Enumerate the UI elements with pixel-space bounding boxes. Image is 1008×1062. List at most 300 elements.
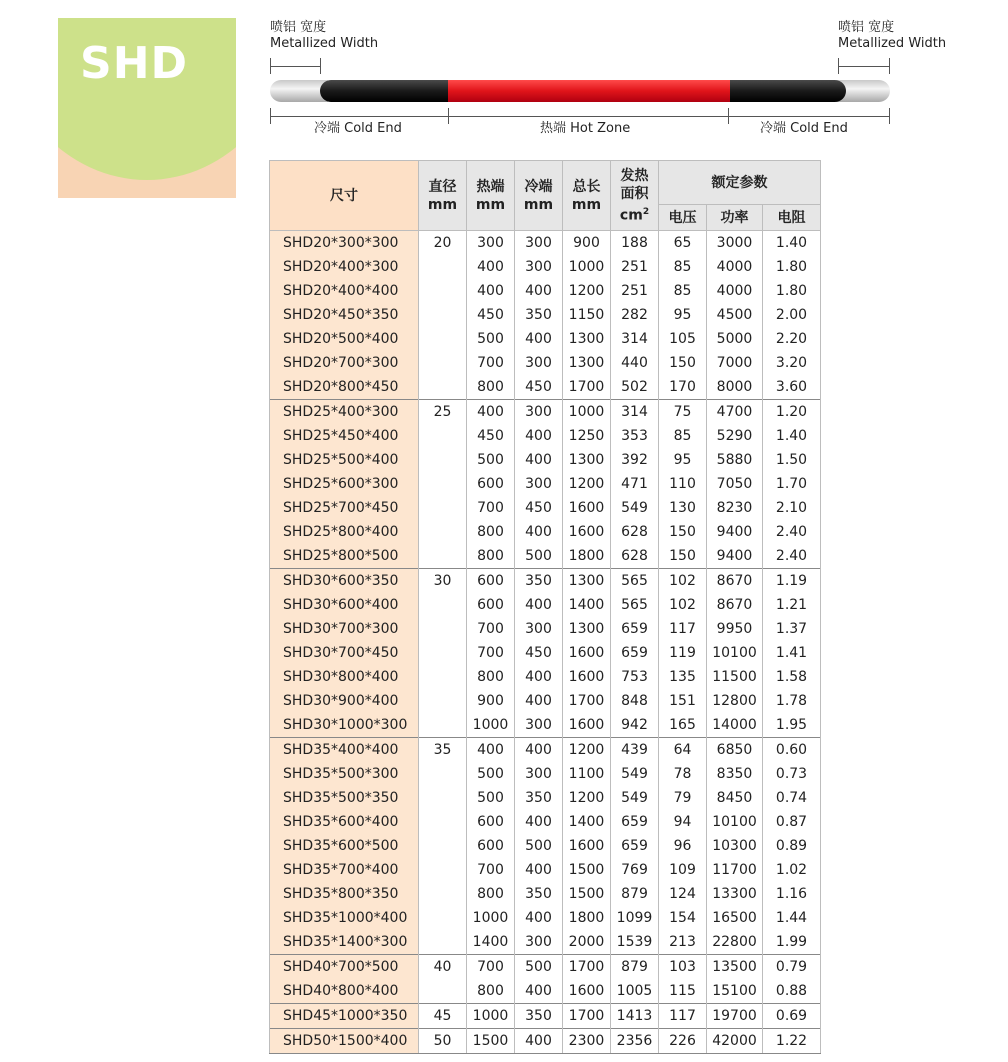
cell-cold: 400 — [515, 810, 563, 834]
cell-voltage: 94 — [659, 810, 707, 834]
cell-size: SHD20*300*300 — [270, 231, 419, 256]
cell-voltage: 103 — [659, 955, 707, 980]
cell-size: SHD25*600*300 — [270, 472, 419, 496]
cell-cold: 400 — [515, 738, 563, 763]
spec-table — [269, 160, 821, 1054]
cell-hot: 500 — [467, 448, 515, 472]
cell-voltage: 130 — [659, 496, 707, 520]
cell-area: 1413 — [611, 1004, 659, 1029]
cell-size: SHD40*800*400 — [270, 979, 419, 1004]
cell-size: SHD30*600*400 — [270, 593, 419, 617]
cell-voltage: 135 — [659, 665, 707, 689]
cell-cold: 500 — [515, 834, 563, 858]
header-hot-unit: mm — [475, 196, 506, 213]
cell-power: 15100 — [707, 979, 763, 1004]
cell-area: 440 — [611, 351, 659, 375]
cell-area: 848 — [611, 689, 659, 713]
cell-cold: 500 — [515, 544, 563, 569]
table-row — [270, 424, 821, 448]
cell-size: SHD25*800*400 — [270, 520, 419, 544]
cell-resistance: 0.69 — [763, 1004, 821, 1029]
cell-size: SHD35*400*400 — [270, 738, 419, 763]
cell-power: 9950 — [707, 617, 763, 641]
table-row — [270, 713, 821, 738]
cell-size: SHD30*700*450 — [270, 641, 419, 665]
cell-resistance: 2.00 — [763, 303, 821, 327]
cell-area: 753 — [611, 665, 659, 689]
cell-power: 4000 — [707, 279, 763, 303]
cell-voltage: 150 — [659, 520, 707, 544]
cell-cold: 400 — [515, 1029, 563, 1054]
cell-resistance: 1.37 — [763, 617, 821, 641]
header-length-unit: mm — [571, 196, 602, 213]
cell-length: 1300 — [563, 569, 611, 594]
table-row — [270, 327, 821, 351]
heating-element-diagram — [0, 0, 1008, 150]
cell-power: 4700 — [707, 400, 763, 425]
cell-area: 565 — [611, 569, 659, 594]
metallized-right-en: Metallized Width — [838, 36, 947, 51]
cell-cold: 350 — [515, 303, 563, 327]
table-row — [270, 834, 821, 858]
cell-size: SHD25*700*450 — [270, 496, 419, 520]
cell-length: 1000 — [563, 400, 611, 425]
cold-end-right-label: 冷端 Cold End — [758, 117, 850, 136]
cell-area: 879 — [611, 882, 659, 906]
cell-power: 8450 — [707, 786, 763, 810]
table-row — [270, 303, 821, 327]
cell-area: 549 — [611, 762, 659, 786]
cell-hot: 300 — [467, 231, 515, 256]
cell-length: 1400 — [563, 593, 611, 617]
cell-area: 659 — [611, 834, 659, 858]
cell-length: 1250 — [563, 424, 611, 448]
cell-hot: 500 — [467, 786, 515, 810]
cell-length: 1600 — [563, 713, 611, 738]
cell-length: 1600 — [563, 520, 611, 544]
cell-length: 2000 — [563, 930, 611, 955]
cell-resistance: 1.02 — [763, 858, 821, 882]
cell-cold: 300 — [515, 617, 563, 641]
cell-hot: 1000 — [467, 906, 515, 930]
table-row — [270, 617, 821, 641]
cell-cold: 450 — [515, 496, 563, 520]
cell-resistance: 1.80 — [763, 255, 821, 279]
cell-power: 8350 — [707, 762, 763, 786]
cell-hot: 800 — [467, 375, 515, 400]
cell-power: 12800 — [707, 689, 763, 713]
cell-power: 10300 — [707, 834, 763, 858]
cell-hot: 500 — [467, 762, 515, 786]
cell-size: SHD20*400*300 — [270, 255, 419, 279]
cell-cold: 300 — [515, 231, 563, 256]
cell-voltage: 124 — [659, 882, 707, 906]
rod-cold-end-right — [728, 80, 846, 102]
cell-length: 1200 — [563, 786, 611, 810]
cell-length: 1300 — [563, 351, 611, 375]
cell-size: SHD30*600*350 — [270, 569, 419, 594]
cell-voltage: 78 — [659, 762, 707, 786]
cell-size: SHD35*1000*400 — [270, 906, 419, 930]
cell-cold: 400 — [515, 327, 563, 351]
cell-area: 549 — [611, 496, 659, 520]
cell-power: 9400 — [707, 520, 763, 544]
cell-size: SHD30*800*400 — [270, 665, 419, 689]
cell-hot: 800 — [467, 882, 515, 906]
hot-zone-label: 热端 Hot Zone — [538, 117, 632, 136]
cell-area: 392 — [611, 448, 659, 472]
table-row — [270, 520, 821, 544]
cell-resistance: 1.19 — [763, 569, 821, 594]
cell-cold: 400 — [515, 593, 563, 617]
cell-cold: 400 — [515, 906, 563, 930]
cell-cold: 350 — [515, 1004, 563, 1029]
cell-power: 7000 — [707, 351, 763, 375]
cell-voltage: 85 — [659, 255, 707, 279]
dim-line — [838, 66, 889, 67]
header-cold-unit: mm — [523, 196, 554, 213]
cell-cold: 450 — [515, 641, 563, 665]
cell-power: 5000 — [707, 327, 763, 351]
header-area-unit-base: cm — [619, 207, 643, 224]
cell-hot: 400 — [467, 279, 515, 303]
cell-hot: 1500 — [467, 1029, 515, 1054]
cell-size: SHD20*800*450 — [270, 375, 419, 400]
spec-table-body — [270, 231, 821, 1054]
cell-power: 11500 — [707, 665, 763, 689]
cell-voltage: 150 — [659, 351, 707, 375]
cell-hot: 700 — [467, 617, 515, 641]
cell-resistance: 1.78 — [763, 689, 821, 713]
cell-cold: 400 — [515, 424, 563, 448]
cell-hot: 400 — [467, 738, 515, 763]
cell-hot: 600 — [467, 569, 515, 594]
cell-size: SHD20*700*300 — [270, 351, 419, 375]
cell-size: SHD35*600*500 — [270, 834, 419, 858]
cell-resistance: 0.60 — [763, 738, 821, 763]
cell-cold: 300 — [515, 472, 563, 496]
cell-diameter: 40 — [419, 955, 467, 1004]
cell-resistance: 3.60 — [763, 375, 821, 400]
cell-diameter: 50 — [419, 1029, 467, 1054]
cell-cold: 400 — [515, 979, 563, 1004]
cell-area: 2356 — [611, 1029, 659, 1054]
cell-hot: 700 — [467, 858, 515, 882]
cell-area: 659 — [611, 641, 659, 665]
cell-hot: 400 — [467, 400, 515, 425]
cell-length: 1600 — [563, 979, 611, 1004]
cell-resistance: 1.50 — [763, 448, 821, 472]
cell-hot: 800 — [467, 520, 515, 544]
cell-power: 9400 — [707, 544, 763, 569]
header-area-label-2: 面积 — [620, 185, 649, 202]
header-rated: 额定参数 — [659, 161, 821, 205]
cell-hot: 800 — [467, 979, 515, 1004]
cell-diameter: 30 — [419, 569, 467, 738]
cell-cold: 450 — [515, 375, 563, 400]
cell-hot: 1000 — [467, 713, 515, 738]
cell-area: 251 — [611, 279, 659, 303]
cell-size: SHD50*1500*400 — [270, 1029, 419, 1054]
cell-length: 1200 — [563, 738, 611, 763]
cell-size: SHD35*500*300 — [270, 762, 419, 786]
cell-size: SHD35*500*350 — [270, 786, 419, 810]
table-row — [270, 738, 821, 763]
cell-power: 3000 — [707, 231, 763, 256]
cell-resistance: 2.10 — [763, 496, 821, 520]
cell-power: 5880 — [707, 448, 763, 472]
table-row — [270, 231, 821, 256]
cell-power: 11700 — [707, 858, 763, 882]
cell-hot: 1400 — [467, 930, 515, 955]
cell-resistance: 1.70 — [763, 472, 821, 496]
header-diameter-label: 直径 — [428, 178, 457, 195]
table-row — [270, 786, 821, 810]
cell-length: 1000 — [563, 255, 611, 279]
cell-hot: 800 — [467, 544, 515, 569]
cell-length: 1200 — [563, 279, 611, 303]
header-area-unit — [611, 203, 658, 225]
cell-hot: 600 — [467, 472, 515, 496]
cell-cold: 400 — [515, 858, 563, 882]
cell-diameter: 35 — [419, 738, 467, 955]
cell-length: 1800 — [563, 906, 611, 930]
table-row — [270, 375, 821, 400]
cell-voltage: 119 — [659, 641, 707, 665]
cell-hot: 450 — [467, 424, 515, 448]
cell-voltage: 151 — [659, 689, 707, 713]
cell-resistance: 0.73 — [763, 762, 821, 786]
cell-length: 1500 — [563, 882, 611, 906]
cell-power: 13300 — [707, 882, 763, 906]
cell-resistance: 3.20 — [763, 351, 821, 375]
cell-cold: 300 — [515, 255, 563, 279]
cell-hot: 800 — [467, 665, 515, 689]
rod-hot-zone — [448, 80, 730, 102]
cell-resistance: 0.89 — [763, 834, 821, 858]
table-row — [270, 930, 821, 955]
cell-size: SHD40*700*500 — [270, 955, 419, 980]
cell-power: 22800 — [707, 930, 763, 955]
header-area — [611, 161, 659, 231]
cell-length: 1500 — [563, 858, 611, 882]
cell-hot: 700 — [467, 351, 515, 375]
cell-area: 879 — [611, 955, 659, 980]
cell-area: 659 — [611, 810, 659, 834]
cell-voltage: 213 — [659, 930, 707, 955]
cell-size: SHD20*450*350 — [270, 303, 419, 327]
table-row — [270, 544, 821, 569]
cell-cold: 300 — [515, 351, 563, 375]
metallized-right-cn: 喷铝 宽度 — [838, 20, 895, 35]
cell-power: 8000 — [707, 375, 763, 400]
cell-resistance: 1.41 — [763, 641, 821, 665]
cell-resistance: 1.99 — [763, 930, 821, 955]
cell-power: 4500 — [707, 303, 763, 327]
cell-cold: 400 — [515, 689, 563, 713]
table-row — [270, 400, 821, 425]
cell-voltage: 75 — [659, 400, 707, 425]
cell-voltage: 95 — [659, 303, 707, 327]
cell-power: 8670 — [707, 569, 763, 594]
dim-tick — [320, 58, 321, 74]
cell-size: SHD35*800*350 — [270, 882, 419, 906]
table-row — [270, 762, 821, 786]
table-row — [270, 569, 821, 594]
cell-voltage: 115 — [659, 979, 707, 1004]
cell-voltage: 65 — [659, 231, 707, 256]
cell-area: 314 — [611, 400, 659, 425]
cell-voltage: 85 — [659, 279, 707, 303]
cell-power: 4000 — [707, 255, 763, 279]
cell-cold: 300 — [515, 400, 563, 425]
cell-power: 8670 — [707, 593, 763, 617]
header-diameter-unit: mm — [427, 196, 458, 213]
table-row — [270, 255, 821, 279]
cell-cold: 400 — [515, 665, 563, 689]
cell-voltage: 117 — [659, 617, 707, 641]
header-length-label: 总长 — [572, 178, 601, 195]
header-length — [563, 161, 611, 231]
cell-length: 2300 — [563, 1029, 611, 1054]
cell-area: 769 — [611, 858, 659, 882]
cell-voltage: 170 — [659, 375, 707, 400]
cell-power: 8230 — [707, 496, 763, 520]
cell-power: 14000 — [707, 713, 763, 738]
header-power: 功率 — [707, 205, 763, 231]
cell-size: SHD25*800*500 — [270, 544, 419, 569]
table-row — [270, 810, 821, 834]
cell-voltage: 150 — [659, 544, 707, 569]
cell-diameter: 20 — [419, 231, 467, 400]
cell-resistance: 1.40 — [763, 231, 821, 256]
cell-hot: 1000 — [467, 1004, 515, 1029]
cell-length: 1800 — [563, 544, 611, 569]
cell-resistance: 2.40 — [763, 544, 821, 569]
cell-length: 1700 — [563, 375, 611, 400]
cell-power: 19700 — [707, 1004, 763, 1029]
badge-title: SHD — [80, 38, 189, 89]
cell-voltage: 226 — [659, 1029, 707, 1054]
cell-power: 5290 — [707, 424, 763, 448]
cell-power: 16500 — [707, 906, 763, 930]
metallized-width-label-right — [838, 20, 946, 52]
cell-hot: 600 — [467, 593, 515, 617]
cell-area: 628 — [611, 520, 659, 544]
cell-voltage: 165 — [659, 713, 707, 738]
cell-power: 10100 — [707, 810, 763, 834]
cell-hot: 500 — [467, 327, 515, 351]
metallized-width-label-left — [270, 20, 378, 52]
cell-length: 1100 — [563, 762, 611, 786]
header-cold-label: 冷端 — [524, 178, 553, 195]
cell-hot: 700 — [467, 496, 515, 520]
cell-hot: 700 — [467, 955, 515, 980]
header-cold — [515, 161, 563, 231]
cell-length: 1200 — [563, 472, 611, 496]
table-row — [270, 906, 821, 930]
cell-size: SHD35*600*400 — [270, 810, 419, 834]
cell-area: 502 — [611, 375, 659, 400]
header-area-unit-sup: 2 — [642, 206, 650, 217]
cell-resistance: 2.20 — [763, 327, 821, 351]
cell-voltage: 79 — [659, 786, 707, 810]
cell-voltage: 64 — [659, 738, 707, 763]
cell-power: 6850 — [707, 738, 763, 763]
cell-voltage: 96 — [659, 834, 707, 858]
cell-area: 471 — [611, 472, 659, 496]
table-row — [270, 641, 821, 665]
header-size: 尺寸 — [270, 161, 419, 231]
metallized-left-en: Metallized Width — [270, 36, 379, 51]
header-voltage: 电压 — [659, 205, 707, 231]
cell-hot: 700 — [467, 641, 515, 665]
cell-size: SHD25*400*300 — [270, 400, 419, 425]
cell-size: SHD20*400*400 — [270, 279, 419, 303]
cell-length: 1300 — [563, 617, 611, 641]
cell-length: 1300 — [563, 448, 611, 472]
cell-resistance: 1.80 — [763, 279, 821, 303]
cell-diameter: 25 — [419, 400, 467, 569]
cell-resistance: 1.58 — [763, 665, 821, 689]
table-row — [270, 955, 821, 980]
cell-hot: 600 — [467, 834, 515, 858]
cell-cold: 400 — [515, 279, 563, 303]
cell-resistance: 1.22 — [763, 1029, 821, 1054]
cell-cold: 300 — [515, 930, 563, 955]
cell-cold: 400 — [515, 448, 563, 472]
cell-resistance: 2.40 — [763, 520, 821, 544]
cell-length: 1600 — [563, 641, 611, 665]
table-row — [270, 858, 821, 882]
table-row — [270, 882, 821, 906]
cell-area: 251 — [611, 255, 659, 279]
cell-area: 1005 — [611, 979, 659, 1004]
cell-hot: 450 — [467, 303, 515, 327]
cell-length: 1300 — [563, 327, 611, 351]
cell-area: 942 — [611, 713, 659, 738]
cell-cold: 300 — [515, 762, 563, 786]
cell-cold: 300 — [515, 713, 563, 738]
table-row — [270, 1029, 821, 1054]
table-row — [270, 279, 821, 303]
cell-area: 314 — [611, 327, 659, 351]
cell-resistance: 1.40 — [763, 424, 821, 448]
cell-length: 1700 — [563, 1004, 611, 1029]
cell-resistance: 1.16 — [763, 882, 821, 906]
cell-voltage: 102 — [659, 593, 707, 617]
dim-line — [270, 66, 320, 67]
cell-area: 659 — [611, 617, 659, 641]
header-resistance: 电阻 — [763, 205, 821, 231]
cell-size: SHD30*900*400 — [270, 689, 419, 713]
cell-size: SHD25*500*400 — [270, 448, 419, 472]
cell-cold: 350 — [515, 882, 563, 906]
table-row — [270, 689, 821, 713]
cell-length: 900 — [563, 231, 611, 256]
cell-voltage: 117 — [659, 1004, 707, 1029]
cell-voltage: 109 — [659, 858, 707, 882]
header-hot-label: 热端 — [476, 178, 505, 195]
table-row — [270, 472, 821, 496]
cell-area: 549 — [611, 786, 659, 810]
header-area-label-1: 发热 — [620, 167, 649, 184]
cell-size: SHD30*700*300 — [270, 617, 419, 641]
cell-area: 1539 — [611, 930, 659, 955]
cell-diameter: 45 — [419, 1004, 467, 1029]
cell-voltage: 102 — [659, 569, 707, 594]
cell-cold: 500 — [515, 955, 563, 980]
